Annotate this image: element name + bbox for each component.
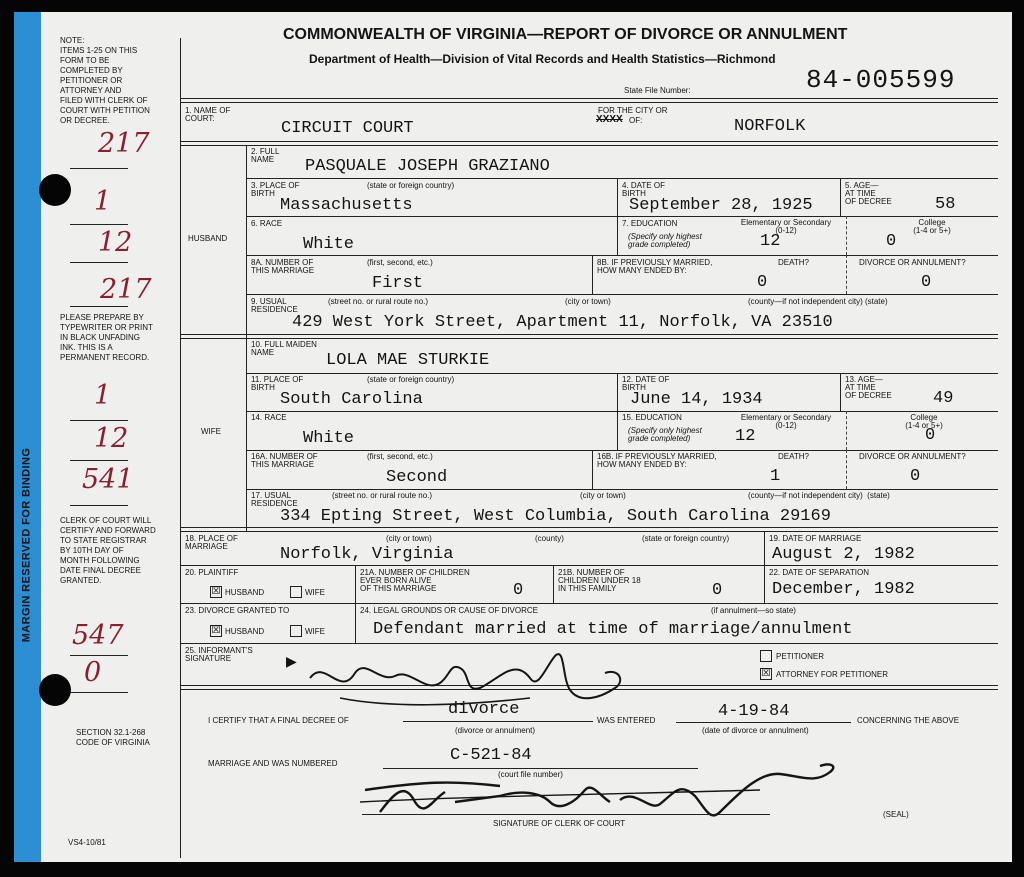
punch-hole-bottom [39, 674, 71, 706]
margin-code: 217 [98, 128, 150, 159]
margin-code: 1 [94, 380, 112, 411]
binding-margin-bar [14, 12, 41, 862]
wife-residence-label: 17. USUAL RESIDENCE [251, 491, 298, 508]
numbered-label: MARRIAGE AND WAS NUMBERED [208, 759, 338, 768]
petitioner-checkbox[interactable] [760, 650, 772, 662]
entered-label: WAS ENTERED [597, 716, 656, 725]
rule [403, 721, 593, 722]
marriage-place: Norfolk, Virginia [280, 545, 454, 564]
margin-section-code: SECTION 32.1-268 CODE OF VIRGINIA [76, 728, 150, 747]
husband-name-label: 2. FULL NAME [251, 147, 280, 164]
concerning-label: CONCERNING THE ABOVE [857, 716, 960, 725]
decree-date: 4-19-84 [718, 702, 790, 721]
binding-margin-label: MARGIN RESERVED FOR BINDING [20, 447, 33, 643]
rule [592, 450, 593, 489]
state-hint: (state or foreign country) [367, 181, 455, 190]
clerk-signature-label: SIGNATURE OF CLERK OF COURT [493, 819, 626, 828]
rule [180, 531, 998, 532]
wife-age: 49 [933, 389, 954, 408]
city-hint: (city or town) [386, 534, 432, 543]
college-label: College (1-4 or 5+) [905, 413, 943, 430]
margin-rule [70, 224, 128, 225]
husband-race-label: 6. RACE [251, 219, 283, 228]
education-hint: (Specify only highest grade completed) [628, 426, 702, 443]
rule [180, 603, 998, 604]
husband-race: White [303, 235, 355, 254]
margin-code: 547 [72, 620, 124, 651]
rule [764, 531, 765, 603]
husband-residence: 429 West York Street, Apartment 11, Norfolk, VA 23510 [292, 313, 833, 332]
county-hint: (county—if not independent city) (state) [748, 297, 888, 306]
margin-rule [70, 168, 128, 169]
attorney-checkbox[interactable]: ☒ [761, 668, 771, 679]
previous-marriage-label: 8B. IF PREVIOUSLY MARRIED, HOW MANY ENDED BY: [597, 258, 713, 275]
marriage-place-label: 18. PLACE OF MARRIAGE [185, 534, 238, 551]
form-subtitle: Department of Health—Division of Vital Records and Health Statistics—Richmond [309, 52, 776, 66]
margin-code: 217 [100, 274, 152, 305]
plaintiff-wife-checkbox[interactable] [290, 586, 302, 598]
husband-ended-by-divorce: 0 [921, 273, 932, 292]
of-label: OF: [629, 116, 643, 125]
wife-name: LOLA MAE STURKIE [326, 351, 490, 370]
court-name: CIRCUIT COURT [281, 119, 414, 138]
husband-option: HUSBAND [225, 627, 265, 636]
city-hint: (city or town) [565, 297, 611, 306]
rule [180, 98, 998, 99]
husband-college: 0 [886, 232, 897, 251]
grounds-label: 24. LEGAL GROUNDS OR CAUSE OF DIVORCE [360, 606, 538, 615]
husband-dob-label: 4. DATE OF BIRTH [622, 181, 665, 198]
husband-elementary: 12 [760, 232, 781, 251]
seal-label: (SEAL) [883, 810, 909, 819]
wife-ended-by-death: 1 [770, 467, 781, 486]
rule [246, 489, 998, 490]
wife-education-label: 15. EDUCATION [622, 413, 682, 422]
wife-marriage-number-label: 16A. NUMBER OF THIS MARRIAGE [251, 452, 318, 469]
education-hint: (Specify only highest grade completed) [628, 232, 702, 249]
divorce-annulment-label: DIVORCE OR ANNULMENT? [859, 258, 966, 267]
rule [246, 178, 998, 179]
rule [840, 178, 841, 216]
certify-label: I CERTIFY THAT A FINAL DECREE OF [208, 716, 349, 725]
street-hint: (street no. or rural route no.) [332, 491, 433, 500]
husband-birthplace-label: 3. PLACE OF BIRTH [251, 181, 300, 198]
margin-rule [70, 505, 128, 506]
wife-race: White [303, 429, 355, 448]
college-label: College (1-4 or 5+) [913, 218, 951, 235]
divorce-annulment-label: DIVORCE OR ANNULMENT? [859, 452, 966, 461]
wife-marriage-number: Second [386, 468, 448, 487]
separation-date: December, 1982 [772, 580, 915, 599]
rule [180, 145, 998, 146]
court-city: NORFOLK [734, 117, 806, 136]
margin-code: 0 [84, 657, 102, 688]
rule [246, 294, 998, 295]
rule [840, 373, 841, 411]
husband-ended-by-death: 0 [757, 273, 768, 292]
county-struck: XXXX [596, 114, 623, 125]
rule [362, 814, 770, 815]
wife-dob: June 14, 1934 [630, 390, 763, 409]
city-or-county-label: FOR THE CITY OR [598, 106, 668, 115]
margin-prepare-note: PLEASE PREPARE BY TYPEWRITER OR PRINT IN BLACK UNFADING INK. THIS IS A PERMANENT RECORD. [60, 313, 153, 362]
rule [846, 255, 847, 294]
rule [846, 411, 847, 450]
city-hint: (city or town) [580, 491, 626, 500]
rule [246, 255, 998, 256]
state-hint: (state or foreign country) [642, 534, 730, 543]
wife-birthplace: South Carolina [280, 390, 423, 409]
children-under-18-label: 21B. NUMBER OF CHILDREN UNDER 18 IN THIS FAMILY [558, 568, 641, 593]
husband-age: 58 [935, 195, 956, 214]
punch-hole-top [39, 174, 71, 206]
street-hint: (street no. or rural route no.) [328, 297, 429, 306]
county-hint: (county) [535, 534, 564, 543]
granted-wife-checkbox[interactable] [290, 625, 302, 637]
margin-code: 12 [94, 423, 129, 454]
husband-section-label: HUSBAND [188, 234, 228, 243]
rule [553, 565, 554, 603]
rule [355, 565, 356, 643]
petitioner-option: PETITIONER [776, 652, 825, 661]
state-file-label: State File Number: [624, 86, 691, 95]
rule [617, 178, 618, 255]
form-left-rule [180, 38, 181, 858]
previous-marriage-label: 16B. IF PREVIOUSLY MARRIED, HOW MANY ENDED BY: [597, 452, 717, 469]
signature-arrow-icon: ▶ [286, 654, 297, 670]
rule [180, 527, 998, 528]
husband-age-label: 5. AGE— AT TIME OF DECREE [845, 181, 892, 206]
attorney-option: ATTORNEY FOR PETITIONER [776, 670, 889, 679]
children-under-18: 0 [712, 581, 723, 600]
divorce-granted-label: 23. DIVORCE GRANTED TO [185, 606, 290, 615]
file-number-hint: (court file number) [498, 770, 563, 779]
granted-husband-checkbox[interactable]: ☒ [211, 625, 221, 636]
rule [246, 450, 998, 451]
state-file-number: 84-005599 [806, 65, 956, 95]
rule [180, 102, 998, 103]
margin-code: 541 [82, 464, 134, 495]
decree-type: divorce [448, 700, 520, 719]
wife-race-label: 14. RACE [251, 413, 287, 422]
margin-code: 12 [98, 227, 133, 258]
margin-rule [70, 262, 128, 263]
wife-option: WIFE [305, 588, 325, 597]
wife-age-label: 13. AGE— AT TIME OF DECREE [845, 375, 892, 400]
elementary-label: Elementary or Secondary (0-12) [740, 218, 832, 235]
husband-birthplace: Massachusetts [280, 196, 413, 215]
rule [846, 216, 847, 255]
marriage-date-label: 19. DATE OF MARRIAGE [769, 534, 862, 543]
margin-rule [70, 306, 128, 307]
margin-rule [70, 692, 128, 693]
husband-dob: September 28, 1925 [629, 196, 813, 215]
husband-marriage-number-label: 8A. NUMBER OF THIS MARRIAGE [251, 258, 315, 275]
rule [246, 373, 998, 374]
husband-option: HUSBAND [225, 588, 265, 597]
rule [617, 373, 618, 450]
wife-college: 0 [925, 426, 936, 445]
rule [592, 255, 593, 294]
wife-section-label: WIFE [201, 427, 221, 436]
wife-option: WIFE [305, 627, 325, 636]
children-label: 21A. NUMBER OF CHILDREN EVER BORN ALIVE OF THIS MARRIAGE [360, 568, 470, 593]
children-count: 0 [513, 581, 524, 600]
informant-label: 25. INFORMANT'S SIGNATURE [185, 646, 253, 663]
husband-marriage-number: First [372, 274, 424, 293]
margin-rule [70, 420, 128, 421]
court-file-number: C-521-84 [450, 746, 532, 765]
wife-birthplace-label: 11. PLACE OF BIRTH [251, 375, 304, 392]
separation-label: 22. DATE OF SEPARATION [769, 568, 870, 577]
husband-education-label: 7. EDUCATION [622, 219, 678, 228]
plaintiff-label: 20. PLAINTIFF [185, 568, 239, 577]
margin-note: NOTE: ITEMS 1-25 ON THIS FORM TO BE COMPLETED BY PETITIONER OR ATTORNEY AND FILED WITH CLERK OF COURT WITH PETITION OR DECREE. [60, 36, 150, 125]
margin-rule [70, 655, 128, 656]
wife-residence: 334 Epting Street, West Columbia, South Carolina 29169 [280, 507, 831, 526]
number-hint: (first, second, etc.) [367, 258, 433, 267]
grounds: Defendant married at time of marriage/annulment [373, 620, 853, 639]
decree-hint: (divorce or annulment) [455, 726, 536, 735]
margin-rule [70, 460, 128, 461]
county-hint: (county—if not independent city) (state) [748, 491, 890, 500]
number-hint: (first, second, etc.) [367, 452, 433, 461]
death-label: DEATH? [778, 452, 809, 461]
death-label: DEATH? [778, 258, 809, 267]
rule [246, 216, 998, 217]
date-hint: (date of divorce or annulment) [702, 726, 809, 735]
court-label: 1. NAME OF COURT: [185, 106, 231, 123]
margin-code: 1 [94, 186, 112, 217]
rule [246, 411, 998, 412]
plaintiff-husband-checkbox[interactable]: ☒ [211, 586, 221, 597]
husband-residence-label: 9. USUAL RESIDENCE [251, 297, 298, 314]
rule [180, 334, 998, 335]
wife-ended-by-divorce: 0 [910, 467, 921, 486]
wife-dob-label: 12. DATE OF BIRTH [622, 375, 670, 392]
marriage-date: August 2, 1982 [772, 545, 915, 564]
state-hint: (state or foreign country) [367, 375, 455, 384]
form-title: COMMONWEALTH OF VIRGINIA—REPORT OF DIVORCE OR ANNULMENT [283, 26, 848, 43]
husband-name: PASQUALE JOSEPH GRAZIANO [305, 157, 550, 176]
margin-clerk-note: CLERK OF COURT WILL CERTIFY AND FORWARD TO STATE REGISTRAR BY 10TH DAY OF MONTH FOLLOWING DATE FINAL DECREE GRANTED. [60, 516, 156, 585]
annulment-hint: (if annulment—so state) [711, 606, 796, 615]
rule [180, 338, 998, 339]
rule [676, 722, 851, 723]
rule [180, 565, 998, 566]
wife-name-label: 10. FULL MAIDEN NAME [251, 340, 317, 357]
form-id: VS4-10/81 [68, 838, 106, 847]
rule [846, 450, 847, 489]
rule [180, 141, 998, 142]
elementary-label: Elementary or Secondary (0-12) [740, 413, 832, 430]
wife-elementary: 12 [735, 427, 756, 446]
